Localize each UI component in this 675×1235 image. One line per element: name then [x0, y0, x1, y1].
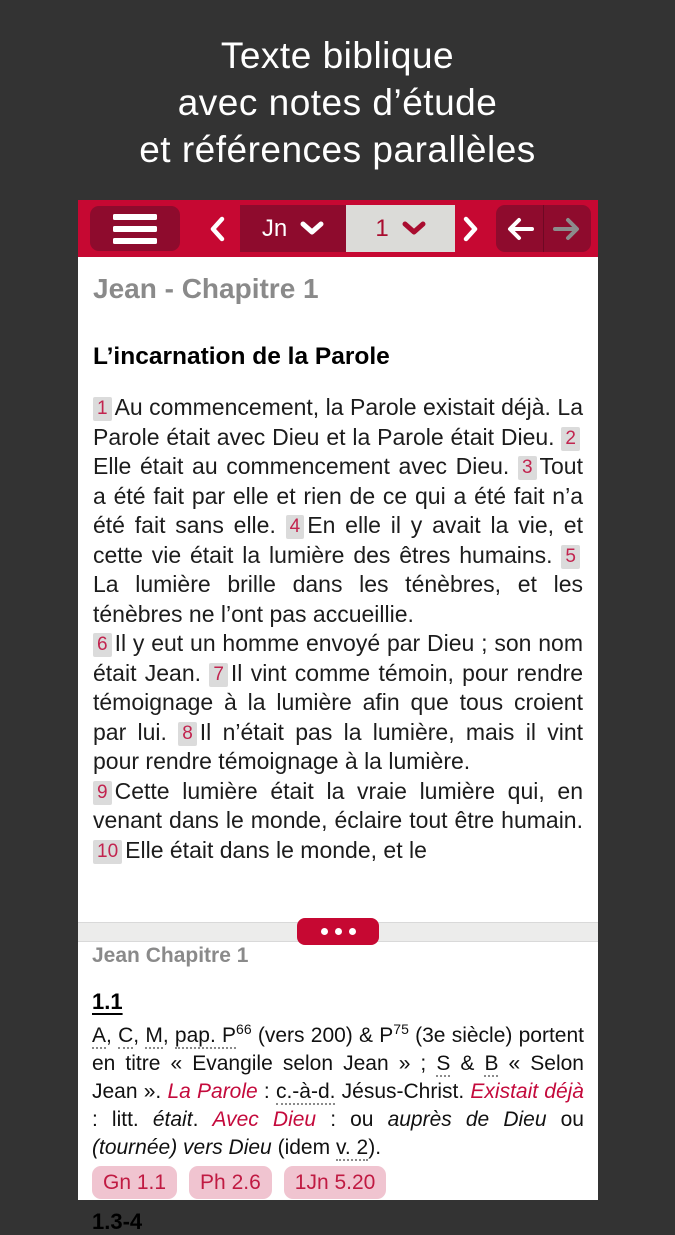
verse-text: Il n’était pas la lumière, mais il vint pour rendre témoignage à la lumière.	[93, 718, 583, 774]
bible-text-pane[interactable]	[78, 273, 598, 922]
note-text: :	[257, 1080, 276, 1103]
note-text: .	[192, 1108, 213, 1131]
page-title-line-3: et références parallèles	[139, 129, 536, 170]
verse-text: Elle était dans le monde, et le	[125, 836, 427, 863]
chapter-select-label: 1	[375, 214, 389, 242]
verse-text: En elle il y avait la vie, et cette vie était la lumière des êtres humains.	[93, 512, 583, 568]
note-text: Jésus-Christ.	[335, 1080, 471, 1103]
verse-number-badge[interactable]: 2	[561, 427, 580, 451]
notes-heading: Jean Chapitre 1	[92, 944, 249, 967]
chapter-select[interactable]	[346, 205, 455, 252]
history-forward-button[interactable]	[543, 205, 590, 252]
section-heading: L’incarnation de la Parole	[93, 343, 390, 370]
chevron-left-icon	[209, 215, 226, 243]
arrow-right-icon	[552, 215, 582, 243]
note-text: (3e siècle) portent en titre « Evangile selon Jean » ;	[92, 1024, 585, 1075]
drag-handle[interactable]	[297, 918, 379, 945]
menu-button[interactable]	[90, 206, 180, 251]
verse-number-badge[interactable]: 7	[209, 663, 228, 687]
verse-number-badge[interactable]: 1	[93, 397, 112, 421]
verse-text: Au commencement, la Parole existait déjà. La Parole était avec Dieu et la Parole était Dieu.	[93, 394, 583, 450]
chapter-heading: Jean - Chapitre 1	[93, 273, 319, 304]
history-back-button[interactable]	[496, 205, 543, 252]
note-text: ou	[546, 1108, 584, 1131]
note-text: 75	[393, 1021, 409, 1037]
note-abbreviation-link[interactable]: pap. P	[174, 1024, 237, 1047]
verse-text: La lumière brille dans les ténèbres, et les ténèbres ne l’ont pas accueillie.	[93, 571, 583, 627]
note-text: ,	[106, 1024, 119, 1047]
verse-text: Cette lumière était la vraie lumière qui, en venant dans le monde, éclaire tout être humain.	[93, 777, 583, 833]
verse-text: Tout a été fait par elle et rien de ce qui a été fait n’a été fait sans elle.	[93, 453, 583, 538]
note-text: Existait déjà	[470, 1080, 584, 1103]
book-select[interactable]	[240, 205, 346, 252]
note-text: (idem	[271, 1136, 336, 1159]
note-text: &	[450, 1052, 485, 1075]
verse-paragraph	[93, 393, 583, 629]
note-abbreviation-link[interactable]: B	[484, 1052, 499, 1075]
note-text: ).	[368, 1136, 382, 1159]
verse-number-badge[interactable]: 4	[286, 515, 305, 539]
verse-text: Elle était au commencement avec Dieu.	[93, 453, 518, 479]
page-title-line-1: Texte biblique	[220, 35, 455, 76]
arrow-left-icon	[505, 215, 535, 243]
note-text: La Parole	[167, 1080, 258, 1103]
note-text: : litt.	[92, 1108, 153, 1131]
note-verse-ref[interactable]: 1.1	[92, 989, 123, 1014]
page-title	[0, 32, 675, 173]
cross-reference-chip[interactable]: Ph 2.6	[189, 1166, 272, 1199]
verse-number-badge[interactable]: 9	[93, 781, 112, 805]
note-text: ,	[162, 1024, 175, 1047]
note-body	[92, 1022, 584, 1162]
page-title-line-2: avec notes d’étude	[177, 82, 498, 123]
next-note-verse-ref[interactable]: 1.3-4	[92, 1209, 143, 1234]
note-abbreviation-link[interactable]: C	[118, 1024, 134, 1047]
history-navigation	[496, 205, 591, 252]
note-text: ,	[133, 1024, 146, 1047]
verse-number-badge[interactable]: 8	[178, 722, 197, 746]
verse-number-badge[interactable]: 10	[93, 840, 122, 864]
note-abbreviation-link[interactable]: A	[92, 1024, 107, 1047]
verse-text: Il vint comme témoin, pour rendre témoignage à la lumière afin que tous croient par lui.	[93, 659, 583, 745]
note-text: était	[152, 1108, 193, 1131]
note-abbreviation-link[interactable]: S	[436, 1052, 451, 1075]
verse-paragraph	[93, 777, 583, 866]
note-text: auprès de Dieu	[387, 1108, 547, 1131]
note-text: (vers 200) & P	[251, 1024, 394, 1047]
chevron-right-icon	[462, 215, 479, 243]
note-abbreviation-link[interactable]: c.-à-d.	[275, 1080, 336, 1103]
panel-divider	[78, 922, 598, 942]
next-chapter-button[interactable]	[458, 206, 482, 251]
verses-container	[93, 393, 583, 865]
verse-paragraph	[93, 629, 583, 777]
note-text: « Selon Jean ».	[92, 1052, 584, 1103]
verse-text: Il y eut un homme envoyé par Dieu ; son nom était Jean.	[93, 630, 583, 686]
chevron-down-icon	[402, 221, 426, 236]
hamburger-icon	[113, 214, 157, 220]
dots-icon	[321, 928, 328, 935]
note-text: 66	[236, 1021, 252, 1037]
book-select-label: Jn	[261, 214, 288, 242]
cross-reference-chip[interactable]: 1Jn 5.20	[284, 1166, 387, 1199]
note-text: Avec Dieu	[212, 1108, 317, 1131]
book-chapter-selector	[240, 205, 455, 252]
note-text: : ou	[316, 1108, 388, 1131]
chevron-down-icon	[300, 221, 324, 236]
verse-number-badge[interactable]: 3	[518, 456, 537, 480]
previous-chapter-button[interactable]	[205, 206, 229, 251]
study-notes-pane[interactable]	[78, 942, 598, 1234]
note-abbreviation-link[interactable]: v. 2	[335, 1136, 369, 1159]
verse-number-badge[interactable]: 5	[561, 545, 580, 569]
navigation-toolbar	[78, 200, 598, 257]
note-abbreviation-link[interactable]: M	[145, 1024, 163, 1047]
verse-number-badge[interactable]: 6	[93, 633, 112, 657]
bible-app-window	[78, 200, 598, 1234]
cross-reference-chip[interactable]: Gn 1.1	[92, 1166, 177, 1199]
cross-references-row	[92, 1166, 584, 1199]
note-text: (tournée) vers Dieu	[92, 1136, 272, 1159]
